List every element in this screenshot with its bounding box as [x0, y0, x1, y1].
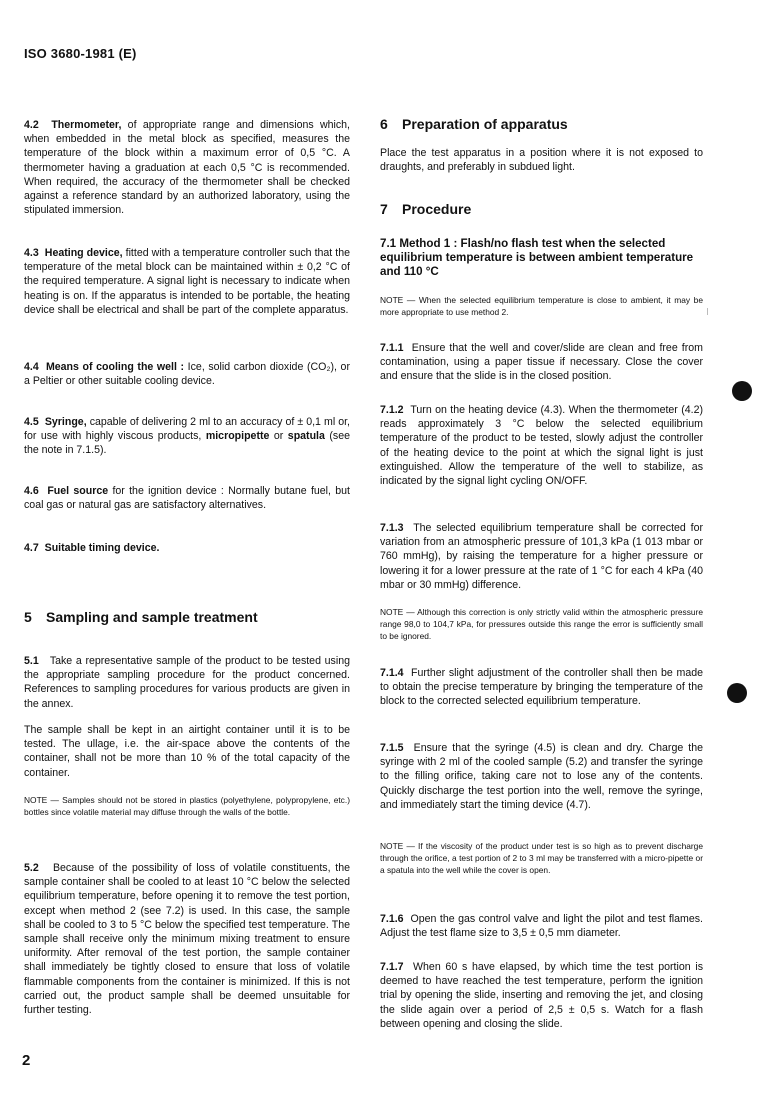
- clause-5-1: [24, 654, 350, 711]
- document-header: ISO 3680-1981 (E): [24, 46, 137, 61]
- clause-text: Turn on the heating device (4.3). When the thermometer (4.2) reads approximately 3 °C below the selected equilibrium temperature of the product to be tested, slowly adjust the controller of the heating device to the point at which the signal light is just extinguished. Allow the temperature of the well to stabilize, as indicated by the signal light cycling ON/OFF.: [380, 404, 703, 488]
- note-7-1-3: [380, 607, 703, 642]
- section-6-paragraph: [380, 146, 703, 174]
- clause-7-1-2: [380, 403, 703, 488]
- clause-text: Further slight adjustment of the controller shall then be made to obtain the precise temperature by bringing the temperature of the block to the corrected selected equilibrium temperature.: [380, 667, 704, 708]
- clause-term: Thermometer,: [51, 119, 122, 131]
- clause-term: Means of cooling the well :: [45, 361, 185, 373]
- clause-number: 7.1.4: [380, 667, 404, 679]
- clause-term: Suitable timing device.: [44, 542, 160, 554]
- clause-number: 4.5: [24, 416, 39, 428]
- section-6-heading: [380, 116, 703, 132]
- clause-text: Ice, solid carbon dioxide (CO₂), or a Peltier or other suitable cooling device.: [24, 361, 350, 388]
- margin-change-bullet: [732, 381, 752, 401]
- clause-4-4: [24, 360, 350, 388]
- note-7-1: [380, 295, 703, 319]
- clause-number: 4.7: [24, 542, 39, 554]
- clause-number: 7.1.3: [380, 522, 404, 534]
- margin-change-bullet: [727, 683, 747, 703]
- clause-number: 4.6: [24, 485, 39, 497]
- clause-number: 7.1.1: [380, 342, 404, 354]
- note-text: NOTE — If the viscosity of the product under test is so high as to prevent discharge through the orifice, a test portion of 2 to 3 ml may be transferred with a micro-pipette or a spatula into the well while the cover is open.: [380, 841, 703, 875]
- clause-term-micropipette: micropipette: [205, 430, 270, 443]
- clause-7-1-6: [380, 912, 703, 940]
- clause-7-1-7: [380, 960, 703, 1031]
- margin-tick-mark: [707, 308, 708, 315]
- section-number: 6: [380, 116, 388, 132]
- clause-text: Open the gas control valve and light the pilot and test flames. Adjust the test flame size to 3,5 ± 0,5 mm diameter.: [380, 913, 704, 940]
- clause-number: 7.1.7: [380, 961, 404, 973]
- clause-4-2: [24, 118, 350, 217]
- clause-text: Because of the possibility of loss of volatile constituents, the sample container shall be cooled to at least 10 °C below the selected equilibrium temperature, before opening it to remove the test portion, except when method 2 (see 7.2) is used. In this case, the sample shall be cooled to 3 to 5 °C below the specified test temperature. The sample shall receive only the minimum mixing treatment to ensure uniformity. After removal of the test portion, the sample container shall immediately be tightly closed to ensure that loss of volatile flammable components from the container is minimized. If this is not carried out, the product sample shall be deemed unsuitable for further testing.: [24, 862, 350, 1017]
- clause-number: 5.1: [24, 655, 39, 667]
- clause-number: 7.1.5: [380, 742, 404, 754]
- section-number: 7: [380, 201, 388, 217]
- note-text: NOTE — Samples should not be stored in plastics (polyethylene, polypropylene, etc.) bottles since volatile material may diffuse through the walls of the bottle.: [24, 795, 350, 817]
- clause-text: capable of delivering 2 ml to an accuracy of ± 0,1 ml or, for use with highly viscous products,: [24, 416, 350, 443]
- clause-text: (see the note in 7.1.5).: [24, 430, 350, 457]
- clause-text: for the ignition device : Normally butane fuel, but coal gas or natural gas are satisfactory alternatives.: [24, 485, 350, 512]
- clause-4-6: [24, 484, 350, 512]
- clause-number: 7.1.6: [380, 913, 404, 925]
- clause-7-1-4: [380, 666, 703, 709]
- subsection-7-1-heading: [380, 237, 703, 280]
- clause-5-1-paragraph: [24, 723, 350, 780]
- clause-text: The selected equilibrium temperature shall be corrected for variation from an atmospheric pressure of 101,3 kPa (1 013 mbar or 760 mmHg), by raising the temperature for a higher pressure or lowering it for a lower pressure at the rate of 1 °C for each 4 kPa (40 mbar or 30 mmHg) difference.: [380, 522, 703, 591]
- clause-7-1-3: [380, 521, 703, 592]
- clause-text: fitted with a temperature controller such that the temperature of the metal block can be maintained within ± 0,2 °C of the required temperature. A signal light is necessary to indicate when heating is on. If the apparatus is intended to be portable, the heating device shall be electrical and shall be part of the complete apparatus.: [24, 247, 350, 316]
- page-number: 2: [22, 1052, 31, 1069]
- clause-term: Heating device,: [44, 247, 123, 259]
- clause-4-7: [24, 541, 350, 555]
- clause-number: 7.1.2: [380, 404, 404, 416]
- clause-5-2: [24, 861, 350, 1017]
- note-7-1-5: [380, 841, 703, 876]
- clause-4-5: [24, 415, 350, 458]
- section-5-heading: [24, 609, 350, 625]
- clause-number: 4.3: [24, 247, 39, 259]
- clause-text: of appropriate range and dimensions which, when embedded in the metal block as specified, measures the temperature of the block within a maximum error of 0,5 °C. A thermometer having a graduation at each 0,5 °C is recommended. When required, the accuracy of the thermometer shall be checked against a reference standard by an authorized laboratory, using the stipulated immersion.: [24, 119, 350, 217]
- section-title: Procedure: [402, 201, 472, 217]
- note-text: NOTE — When the selected equilibrium temperature is close to ambient, it may be more appropriate to use method 2.: [380, 295, 703, 317]
- section-7-heading: [380, 201, 703, 217]
- clause-7-1-1: [380, 341, 703, 384]
- clause-text: Ensure that the syringe (4.5) is clean and dry. Charge the syringe with 2 ml of the cooled sample (5.2) and transfer the syringe to the filling orifice, taking care not to lose any of the contents. Quickly discharge the test portion into the well, remove the syringe, and immediately start the timing device (4.7).: [380, 742, 703, 811]
- clause-text: Take a representative sample of the product to be tested using the appropriate sampling procedure for the product concerned. References to sampling procedures for various products are given in the annex.: [24, 655, 350, 710]
- clause-term: Fuel source: [47, 485, 109, 497]
- clause-text: or: [269, 430, 288, 443]
- subsection-title: 7.1 Method 1 : Flash/no flash test when the selected equilibrium temperature is between ambient temperature and 110 °C: [380, 237, 694, 279]
- section-title: Preparation of apparatus: [402, 116, 568, 132]
- paragraph-text: The sample shall be kept in an airtight container until it is to be tested. The ullage, i.e. the air-space above the contents of the container, shall not be more than 10 % of the total capacity of the container.: [24, 724, 350, 779]
- clause-term-spatula: spatula: [287, 430, 325, 443]
- section-number: 5: [24, 609, 32, 625]
- section-title: Sampling and sample treatment: [46, 609, 258, 625]
- clause-number: 4.4: [24, 361, 39, 373]
- clause-number: 5.2: [24, 862, 39, 874]
- clause-number: 4.2: [24, 119, 39, 131]
- clause-4-3: [24, 246, 350, 317]
- note-text: NOTE — Although this correction is only strictly valid within the atmospheric pressure range 98,0 to 104,7 kPa, for pressures outside this range the error is sufficiently small to be ignored.: [380, 607, 703, 641]
- paragraph-text: Place the test apparatus in a position where it is not exposed to draughts, and preferably in subdued light.: [380, 147, 703, 174]
- clause-text: When 60 s have elapsed, by which time the test portion is deemed to have reached the test temperature, perform the ignition trial by opening the slide, inserting and removing the jet, and closing the slide again over a period of 2,5 ± 0,5 s. Watch for a flash between opening and closing the slide.: [380, 961, 703, 1030]
- clause-7-1-5: [380, 741, 703, 812]
- note-5-1: [24, 795, 350, 819]
- clause-term: Syringe,: [44, 416, 87, 428]
- clause-text: Ensure that the well and cover/slide are clean and free from contamination, using a paper tissue if necessary. Close the cover and ensure that the slide is in the closed position.: [380, 342, 703, 383]
